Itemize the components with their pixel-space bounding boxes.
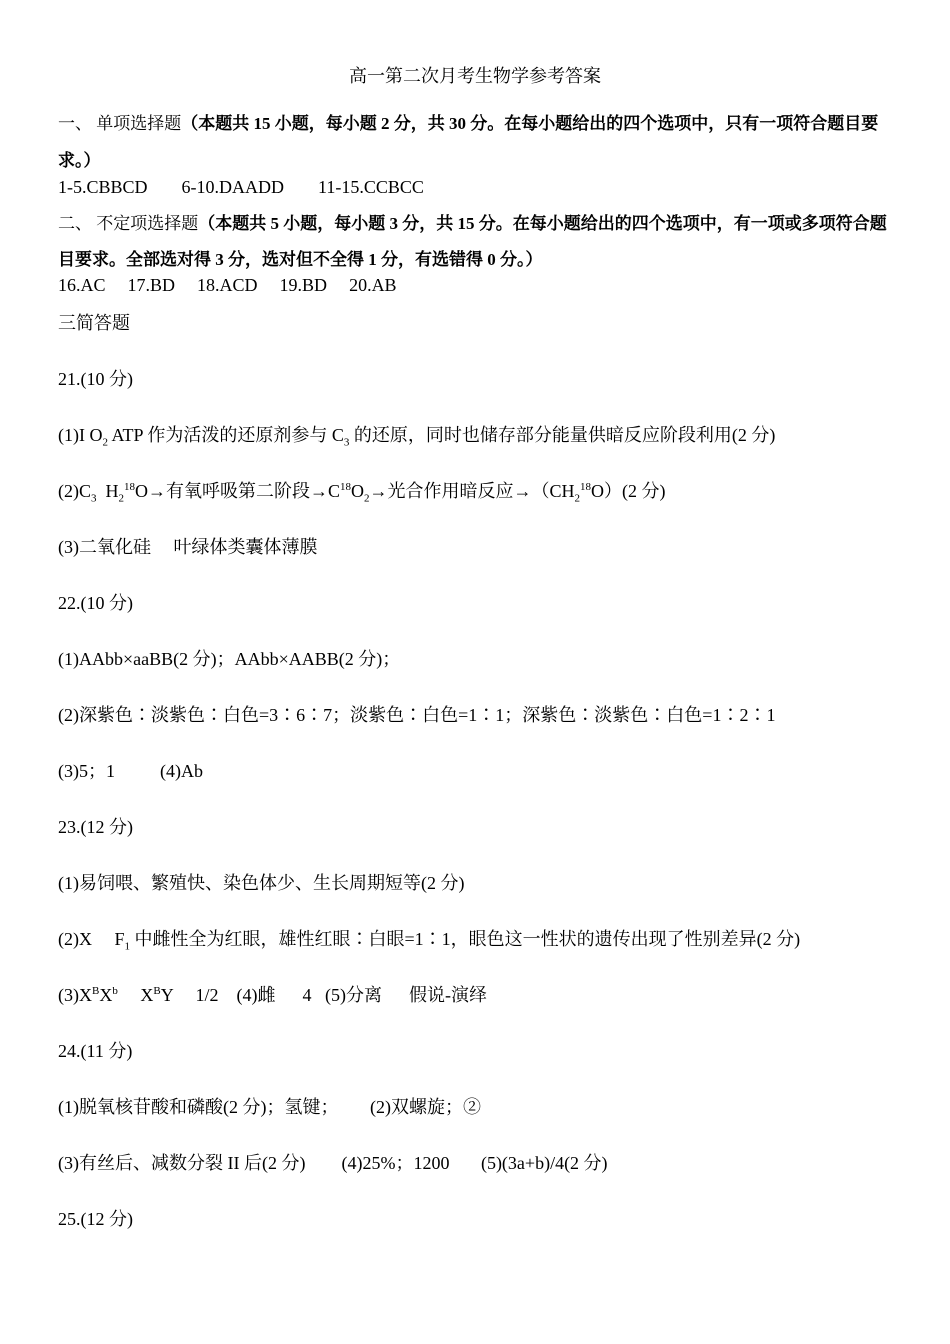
section1-note: （本题共 15 小题，每小题 2 分，共 30 分。在每小题给出的四个选项中，只有一项符合题目要 xyxy=(181,114,879,133)
q23-answer-1: (1)易饲喂、繁殖快、染色体少、生长周期短等(2 分) xyxy=(58,873,465,893)
section2-heading-line xyxy=(58,212,887,236)
q23-answer-2: (2)X $F_1$ 中雌性全为红眼，雄性红眼∶白眼=1∶1，眼色这一性状的遗传出现了性别差异(2 分) xyxy=(58,929,801,953)
section1-note-cont: 求。） xyxy=(58,151,101,170)
section2-note: （本题共 5 小题，每小题 3 分，共 15 分。在每小题给出的四个选项中，有一项或多项符合题 xyxy=(198,214,887,233)
answer-group: 6-10.DAADD xyxy=(181,177,285,197)
page-title: 高一第二次月考生物学参考答案 xyxy=(349,66,601,86)
q21-answer-1: (1)I $O_2$ ATP 作为活泼的还原剂参与 $C_3$ 的还原，同时也储存部分能量供暗反应阶段利用(2 分) xyxy=(58,425,776,449)
q22-answer-3: (3)5；1 (4)Ab xyxy=(58,761,203,781)
section2-note-cont: 目要求。全部选对得 3 分，选对但不全得 1 分，有选错得 0 分。） xyxy=(58,250,543,269)
q23-label: 23.(12 分) xyxy=(58,817,133,837)
q23-answer-3: $(3)X^BX^b$ $X^BY$ 1/2 (4)雌 4 (5)分离 假说-演绎 xyxy=(58,985,487,1005)
q22-answer-1: (1)AAbb×aaBB(2 分)；AAbb×AABB(2 分)； xyxy=(58,649,401,669)
q24-label: 24.(11 分) xyxy=(58,1041,133,1061)
section2-heading: 二、 不定项选择题 xyxy=(58,214,199,233)
answer-group: 17.BD xyxy=(127,275,176,295)
answer-group: 16.AC xyxy=(58,275,106,295)
answer-group: 1-5.CBBCD xyxy=(58,177,148,197)
q24-answer-1: (1)脱氧核苷酸和磷酸(2 分)；氢键； (2)双螺旋；② xyxy=(58,1097,481,1117)
q22-answer-2: (2)深紫色∶淡紫色∶白色=3∶6∶7；淡紫色∶白色=1∶1；深紫色∶淡紫色∶白色=1∶2∶1 xyxy=(58,705,776,725)
section1-answers xyxy=(58,175,424,199)
q21-answer-3: (3)二氧化硅 叶绿体类囊体薄膜 xyxy=(58,537,318,557)
q21-label: 21.(10 分) xyxy=(58,369,133,389)
section2-answers xyxy=(58,273,397,297)
q21-answer-2: $(2)C_3$ $H_2^{18}O\to$有氧呼吸第二阶段$\to C^{18}O_2\to$光合作用暗反应$\to(CH_2^{18}O)(2$ 分) xyxy=(58,481,666,505)
q24-answer-2: (3)有丝后、减数分裂 II 后(2 分) (4)25%；1200 (5)(3a+b)/4(2 分) xyxy=(58,1153,608,1173)
answer-group: 20.AB xyxy=(349,275,397,295)
answer-group: 11-15.CCBCC xyxy=(318,177,424,197)
section1-heading-line xyxy=(58,112,878,136)
q22-label: 22.(10 分) xyxy=(58,593,133,613)
section1-heading: 一、 单项选择题 xyxy=(58,114,182,133)
q25-label: 25.(12 分) xyxy=(58,1209,133,1229)
answer-group: 18.ACD xyxy=(197,275,258,295)
section3-heading: 三简答题 xyxy=(58,313,130,333)
answer-group: 19.BD xyxy=(279,275,328,295)
